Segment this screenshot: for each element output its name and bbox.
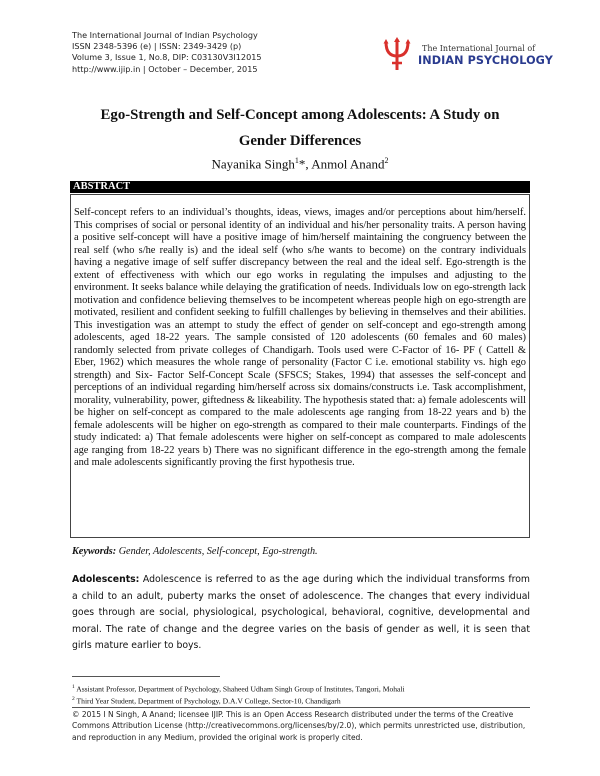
corresponding-star: *	[298, 156, 306, 172]
body-paragraph	[72, 572, 530, 655]
author-2-mark: 2	[384, 156, 389, 165]
abstract-text: Self-concept refers to an individual’s thoughts, ideas, views, images and/or perceptions about him/herself. This comprises of social or personal identity of an individual and his/her personality traits. A person having a positive self-concept will have a positive image of him/herself maintaining the congruency between the real self (who s/he really is) and the ideal self (who s/he wants to become) on the contrary individuals having a negative image of self suffer discrepancy between the real and the ideal self. Ego-strength is the extent of effectiveness with which our ego works in regulating the impulses and adjusting to the environment. It seeks balance while delaying the gratification of needs. Individuals low on ego-strength lack motivation and confidence believing themselves to be incompetent whereas people high on ego-strength are motivated, resilient and confident seeking to fulfill challenges by believing in themselves and their abilities. This investigation was an attempt to study the effect of gender on self-concept and ego-strength among adolescents, aged 18-22 years. The sample consisted of 120 adolescents (60 females and 60 males) randomly selected from private colleges of Chandigarh. Tools used were C-Factor of 16- PF ( Cattell & Eber, 1962) which measures the whole range of personality (Factor C i.e. emotional stability vs. high ego strength) and Six- Factor Self-Concept Scale (SFSCS; Stakes, 1994) that assesses the self-concept and perceptions of an individual regarding him/herself across six domains/constructs i.e. Task accomplishment, morality, vulnerability, power, giftedness & likeability. The hypothesis stated that: a) female adolescents will be higher on self-concept as compared to the male adolescents age ranging from 18-22 years and b) the female adolescents will be higher on ego-strength as compared to their male counterparts. Findings of the study indicated: a) That female adolescents were higher on self-concept as compared to male adolescents age ranging from 18-22 years b) There was no significant difference in the ego-strength among the female and male adolescents significantly proving the first hypothesis true.	[74, 207, 526, 468]
footnote-divider	[72, 676, 220, 677]
author-separator: ,	[305, 156, 312, 172]
journal-issn: ISSN 2348-5396 (e) | ISSN: 2349-3429 (p)	[72, 41, 242, 52]
footnote-2	[72, 696, 532, 706]
journal-url-date: http://www.ijip.in | October – December, 2015	[72, 63, 258, 74]
journal-logo	[382, 34, 553, 78]
footnote-2-text: Third Year Student, Department of Psychology, D.A.V College, Sector-10, Chandigarh	[76, 696, 341, 706]
trident-emblem-icon	[382, 36, 412, 72]
footnote-1	[72, 684, 532, 694]
journal-volume: Volume 3, Issue 1, No.8, DIP: C03130V3I12015	[72, 52, 262, 63]
body-label: Adolescents:	[72, 574, 140, 585]
keywords-text: Gender, Adolescents, Self-concept, Ego-strength.	[118, 546, 318, 557]
authors-line	[70, 156, 530, 172]
abstract-heading: ABSTRACT	[70, 181, 530, 193]
logo-small-text: The International Journal of	[422, 44, 536, 53]
journal-name: The International Journal of Indian Psychology	[72, 30, 258, 40]
author-1: Nayanika Singh	[211, 156, 295, 172]
keywords-line	[72, 546, 532, 557]
license-text: © 2015 I N Singh, A Anand; licensee IJIP. This is an Open Access Research distributed under the terms of the Creative Commons Attribution License (http://creativecommons.org/licenses/by/2.0), which permits unrestricted use, distribution, and reproduction in any Medium, provided the original work is properly cited.	[72, 710, 526, 742]
paper-title-line1: Ego-Strength and Self-Concept among Adolescents: A Study on	[100, 107, 500, 123]
author-1-mark: 1	[294, 156, 299, 165]
journal-header	[72, 30, 262, 75]
license-divider	[72, 707, 530, 708]
footnote-1-mark: 1	[72, 684, 75, 690]
logo-big-text: INDIAN PSYCHOLOGY	[418, 54, 553, 67]
author-2: Anmol Anand	[311, 156, 385, 172]
body-text: Adolescence is referred to as the age during which the individual transforms from a child to an adult, puberty marks the onset of adolescence. The changes that every individual goes through are social, physiological, psychological, behavioral, cognitive, developmental and moral. The rate of change and the degree varies on the basis of gender as well, it is seen that girls mature earlier to boys.	[72, 574, 530, 651]
paper-title-line2: Gender Differences	[238, 133, 362, 149]
footnote-2-mark: 2	[72, 696, 75, 702]
footnote-1-text: Assistant Professor, Department of Psychology, Shaheed Udham Singh Group of Institutes, Tangori, Mohali	[76, 684, 405, 694]
keywords-label: Keywords:	[72, 546, 117, 557]
abstract-box	[70, 194, 530, 538]
